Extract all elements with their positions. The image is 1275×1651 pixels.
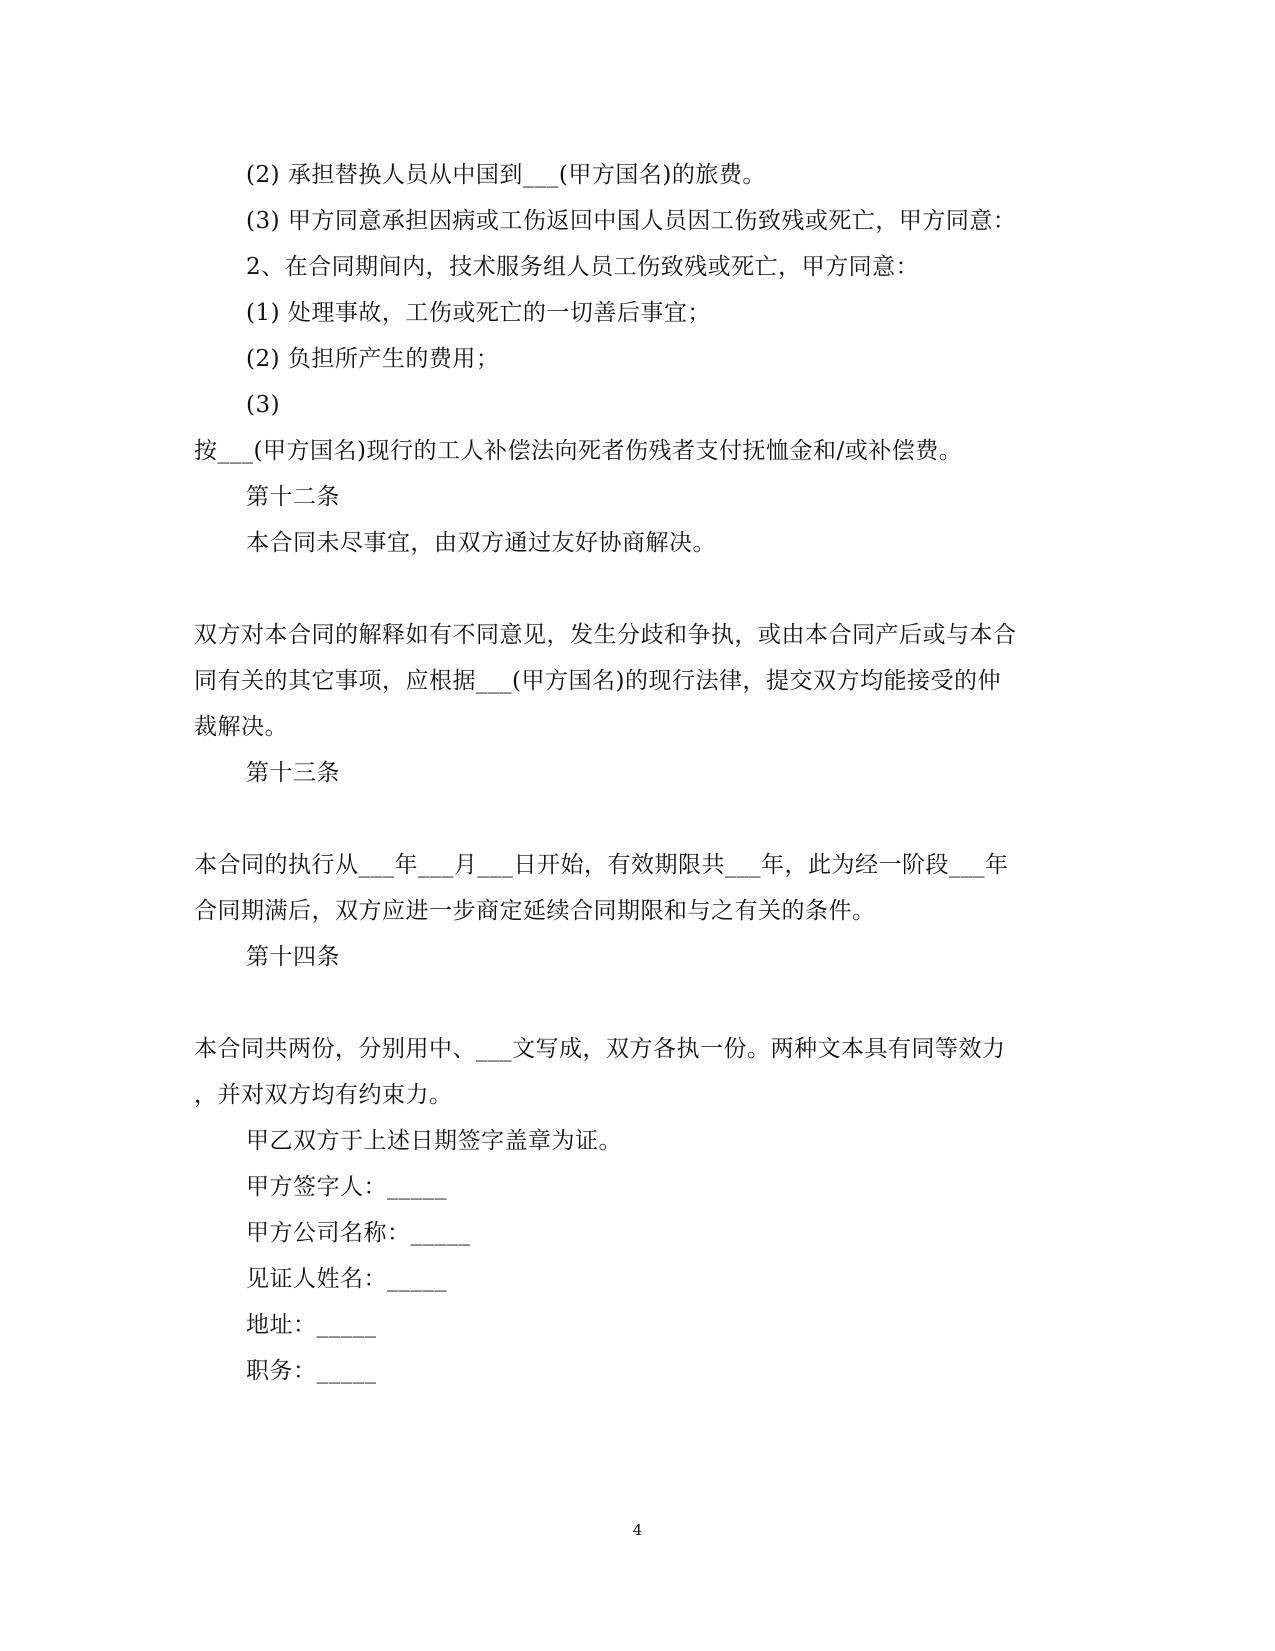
clause-item-3-label: (3) [246, 392, 281, 418]
article-12-paragraph-1: 本合同未尽事宜，由双方通过友好协商解决。 [246, 530, 716, 556]
clause-2-heading: 2、在合同期间内，技术服务组人员工伤致残或死亡，甲方同意： [246, 254, 920, 280]
address-field: 地址：_____ [246, 1312, 377, 1338]
article-12-paragraph-2-line-1: 双方对本合同的解释如有不同意见，发生分歧和争执，或由本合同产后或与本合 [194, 622, 1017, 648]
clause-item-3-return: (3) 甲方同意承担因病或工伤返回中国人员因工伤致残或死亡，甲方同意： [246, 208, 1017, 234]
article-12-heading: 第十二条 [246, 484, 340, 510]
article-13-paragraph-line-2: 合同期满后，双方应进一步商定延续合同期限和与之有关的条件。 [194, 898, 876, 924]
signature-statement: 甲乙双方于上述日期签字盖章为证。 [246, 1128, 622, 1154]
party-a-signatory-field: 甲方签字人：_____ [246, 1174, 447, 1200]
clause-item-3-compensation: 按___(甲方国名)现行的工人补偿法向死者伤残者支付抚恤金和/或补偿费。 [194, 438, 963, 464]
article-14-paragraph-line-2: ，并对双方均有约束力。 [194, 1082, 453, 1108]
article-14-paragraph-line-1: 本合同共两份，分别用中、___文写成，双方各执一份。两种文本具有同等效力 [194, 1036, 1006, 1062]
witness-name-field: 见证人姓名：_____ [246, 1266, 447, 1292]
article-13-paragraph-line-1: 本合同的执行从___年___月___日开始，有效期限共___年，此为经一阶段___年 [194, 852, 1009, 878]
article-12-paragraph-2-line-2: 同有关的其它事项，应根据___(甲方国名)的现行法律，提交双方均能接受的仲 [194, 668, 1001, 694]
article-12-paragraph-2-line-3: 裁解决。 [194, 714, 288, 740]
position-field: 职务：_____ [246, 1358, 377, 1384]
article-13-heading: 第十三条 [246, 760, 340, 786]
article-14-heading: 第十四条 [246, 944, 340, 970]
page-number: 4 [632, 1521, 643, 1539]
clause-item-2-costs: (2) 负担所产生的费用； [246, 346, 500, 372]
party-a-company-field: 甲方公司名称：_____ [246, 1220, 471, 1246]
clause-item-2-travel: (2) 承担替换人员从中国到___(甲方国名)的旅费。 [246, 162, 766, 188]
clause-item-1-accident: (1) 处理事故，工伤或死亡的一切善后事宜； [246, 300, 711, 326]
